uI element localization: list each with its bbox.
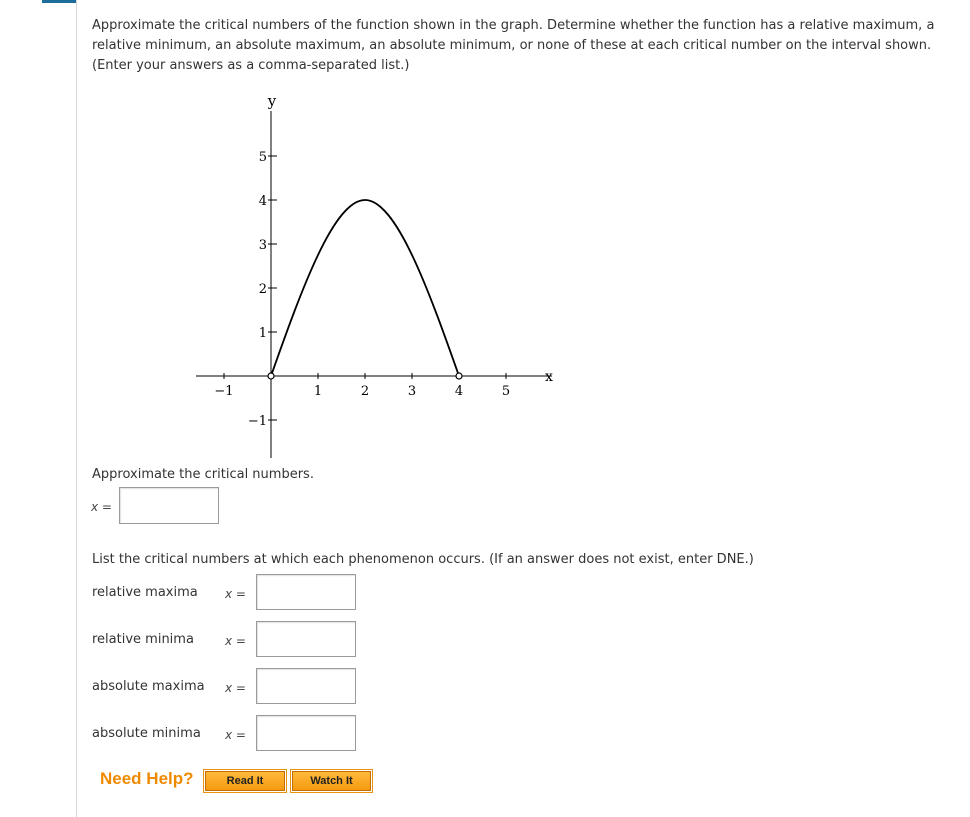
y-tick-label: 1 bbox=[258, 326, 267, 341]
function-curve bbox=[271, 200, 459, 376]
x-equals-label: x = bbox=[225, 587, 246, 601]
function-graph bbox=[180, 88, 570, 468]
open-endpoint bbox=[456, 373, 462, 379]
open-endpoint bbox=[268, 373, 274, 379]
x-tick-label: 4 bbox=[454, 384, 464, 399]
question-text: Approximate the critical numbers of the function shown in the graph. Determine whether the function has a relative maximum, a relative minimum, an absolute maximum, an absolute minimum, or none of these at each critical number on the interval shown. (Enter your answers as a comma-separated list.) bbox=[92, 18, 935, 73]
watch-it-button[interactable]: Watch It bbox=[292, 771, 371, 791]
x-equals-label: x = bbox=[225, 681, 246, 695]
x-tick-label: −1 bbox=[214, 384, 234, 399]
y-tick-label: 2 bbox=[258, 282, 267, 297]
x-axis-label: x bbox=[545, 369, 553, 385]
x-equals-label: x = bbox=[225, 634, 246, 648]
x-tick-label: 5 bbox=[501, 384, 511, 399]
x-equals-label: x = bbox=[225, 728, 246, 742]
y-tick-label: 5 bbox=[258, 150, 267, 165]
x-tick-label: 2 bbox=[360, 384, 370, 399]
critical-numbers-prompt: Approximate the critical numbers. bbox=[92, 467, 314, 482]
x-tick-label: 3 bbox=[407, 384, 417, 399]
relative-maxima-input[interactable] bbox=[256, 574, 356, 610]
need-help-title: Need Help? bbox=[100, 769, 194, 788]
y-tick-label: −1 bbox=[247, 414, 267, 429]
relative-minima-label: relative minima bbox=[92, 632, 194, 647]
phenomenon-prompt: List the critical numbers at which each phenomenon occurs. (If an answer does not exist, enter DNE.) bbox=[92, 552, 754, 567]
absolute-minima-input[interactable] bbox=[256, 715, 356, 751]
relative-maxima-label: relative maxima bbox=[92, 585, 198, 600]
critical-numbers-input[interactable] bbox=[119, 487, 219, 524]
y-axis-label: y bbox=[267, 92, 277, 110]
absolute-maxima-input[interactable] bbox=[256, 668, 356, 704]
x-equals-label: x = bbox=[91, 500, 112, 514]
absolute-minima-label: absolute minima bbox=[92, 726, 201, 741]
absolute-maxima-label: absolute maxima bbox=[92, 679, 205, 694]
x-tick-label: 1 bbox=[313, 384, 323, 399]
read-it-button[interactable]: Read It bbox=[205, 771, 285, 791]
y-tick-label: 4 bbox=[258, 194, 267, 209]
relative-minima-input[interactable] bbox=[256, 621, 356, 657]
y-tick-label: 3 bbox=[258, 238, 267, 253]
